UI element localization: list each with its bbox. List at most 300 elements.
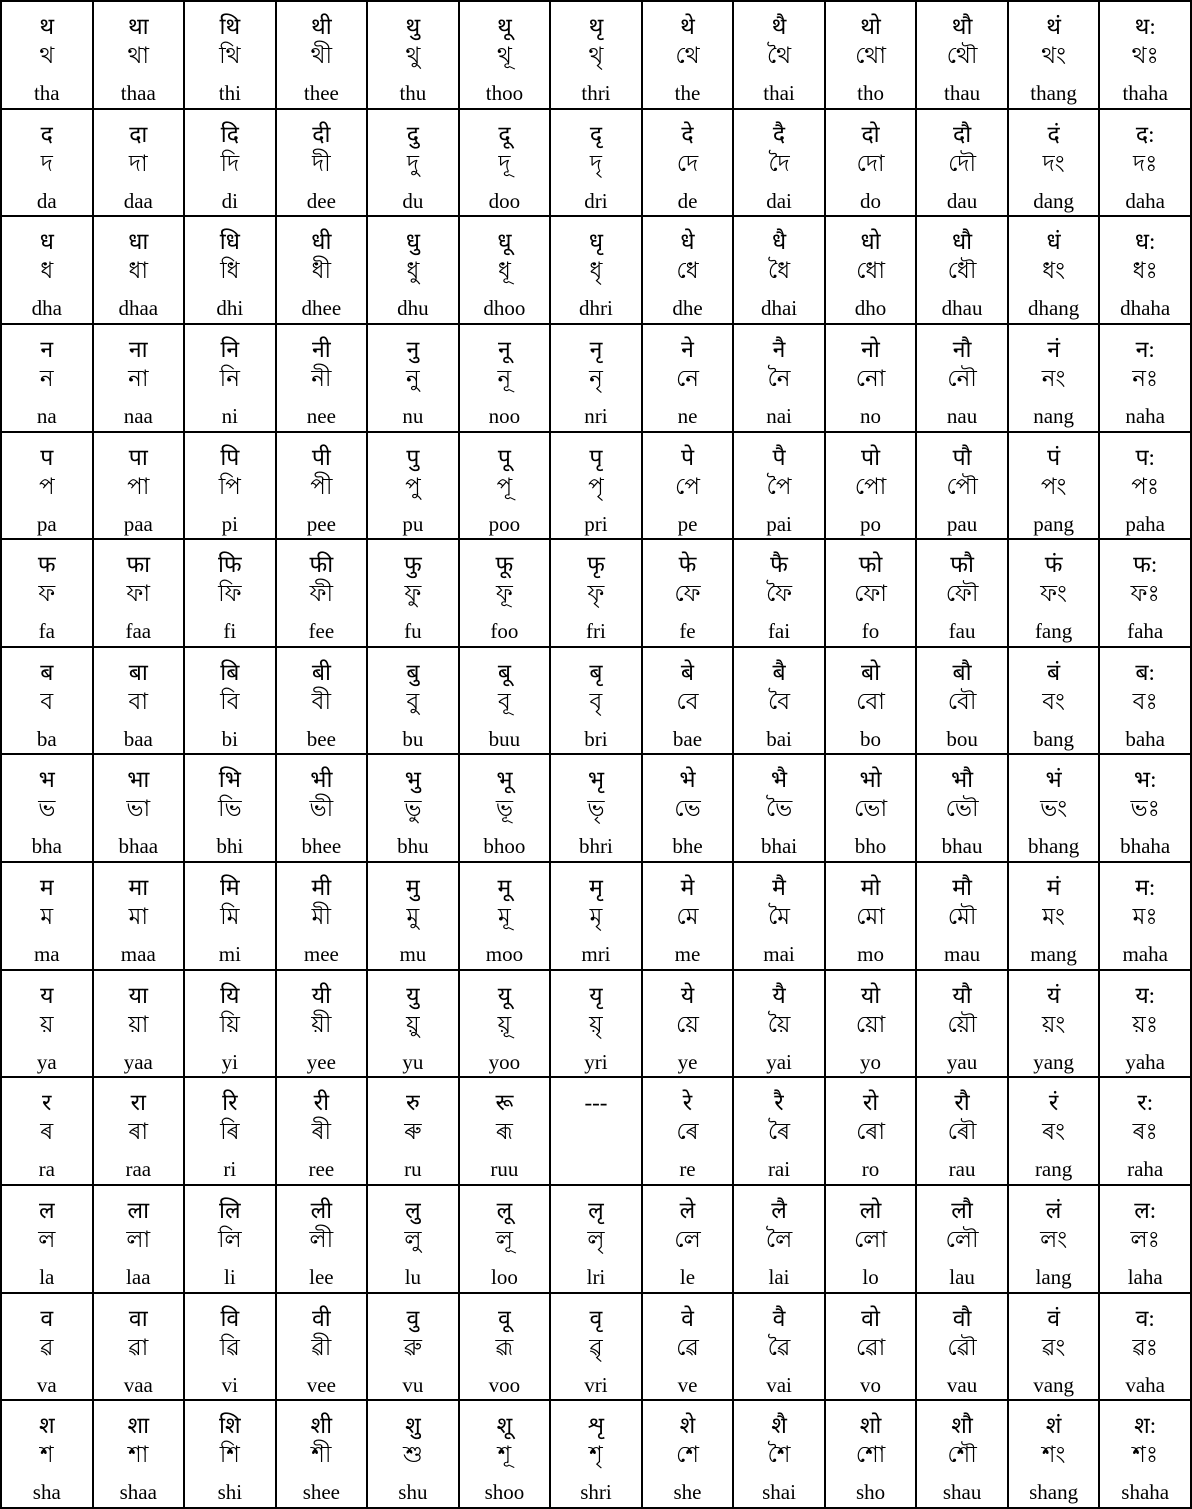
devanagari-text: री [313,1090,330,1116]
table-cell [733,1,825,109]
devanagari-text: थो [860,14,881,39]
roman-text: ro [861,1157,880,1182]
devanagari-text: म [39,875,54,901]
table-cell [276,647,368,755]
roman-text: dhaha [1120,296,1171,321]
table-row [1,1,1191,109]
devanagari-text: वि [220,1305,240,1331]
table-cell [550,324,642,432]
table-cell [276,862,368,970]
assamese-text: পি [218,473,241,499]
roman-text: pee [306,511,336,536]
assamese-text: মী [311,904,332,930]
assamese-text: পং [1040,473,1067,499]
assamese-text: বৃ [589,688,603,714]
assamese-text: দৌ [948,150,977,176]
table-cell [642,647,734,755]
devanagari-text: लृ [588,1198,604,1224]
roman-text: yai [766,1049,792,1074]
assamese-text: ধূ [497,258,511,284]
table-cell [459,216,551,324]
table-row [1,1077,1191,1185]
table-cell [916,1400,1008,1508]
assamese-text: পূ [496,473,513,499]
devanagari-text: धं [1046,229,1061,255]
devanagari-text: नौ [952,336,972,362]
table-row [1,970,1191,1078]
devanagari-text: नो [861,336,880,362]
assamese-text: ৰং [1042,1119,1066,1145]
devanagari-text: नै [772,336,786,362]
devanagari-text: थी [311,14,332,39]
table-cell [1099,862,1191,970]
assamese-text: ধা [128,258,149,284]
devanagari-text: ने [681,336,694,362]
roman-text: pu [402,511,424,536]
devanagari-text: वी [311,1305,331,1331]
table-cell [459,647,551,755]
table-cell [1,432,93,540]
devanagari-text: वू [498,1305,511,1331]
table-cell [1,1185,93,1293]
devanagari-text: लै [771,1198,787,1224]
devanagari-text: यु [406,982,420,1008]
assamese-text: দি [220,150,240,176]
assamese-text: লং [1040,1227,1068,1253]
table-cell [367,1077,459,1185]
roman-text: baha [1125,726,1166,751]
assamese-text: শি [219,1442,240,1468]
table-cell [1,754,93,862]
devanagari-text: वौ [952,1305,972,1331]
roman-text: bha [31,834,62,859]
roman-text: va [36,1372,57,1397]
assamese-text: দা [128,150,148,176]
table-cell [550,539,642,647]
devanagari-text: न: [1135,336,1155,362]
assamese-text: দঃ [1133,150,1158,176]
table-row [1,432,1191,540]
assamese-text: নে [675,365,700,391]
table-cell [367,109,459,217]
roman-text: paha [1125,511,1166,536]
assamese-text: দু [406,150,419,176]
roman-text: paa [123,511,153,536]
assamese-text: শে [676,1442,699,1468]
table-cell [276,539,368,647]
roman-text: thaa [120,81,156,105]
table-cell [642,1077,734,1185]
table-cell [1008,970,1100,1078]
devanagari-text: दृ [589,121,603,147]
assamese-text: লে [674,1227,701,1253]
assamese-text: মো [856,904,885,930]
assamese-text: পো [854,473,887,499]
assamese-text: দূ [498,150,511,176]
roman-text: doo [488,188,521,213]
devanagari-text: फं [1044,552,1063,578]
table-cell [916,1293,1008,1401]
roman-text: lang [1035,1265,1072,1290]
roman-text: sho [855,1480,886,1505]
roman-text: bae [672,726,703,751]
table-cell [276,1185,368,1293]
table-cell [93,1185,185,1293]
roman-text: pang [1033,511,1075,536]
assamese-text: দৈ [768,150,790,176]
roman-text: dhaa [118,296,159,321]
assamese-text: থং [1041,43,1066,68]
assamese-text: য়া [128,1011,149,1037]
roman-text: laa [126,1265,151,1290]
roman-text: yo [860,1049,882,1074]
table-cell [459,109,551,217]
table-cell [642,1,734,109]
assamese-text: থি [219,43,241,68]
assamese-text: ভৌ [945,796,979,822]
table-cell [733,539,825,647]
table-cell [550,1,642,109]
roman-text: yoo [488,1049,521,1074]
table-cell [916,862,1008,970]
assamese-text: বঃ [1132,688,1158,714]
devanagari-text: धा [128,229,149,255]
roman-text: di [221,188,238,213]
table-cell [1008,216,1100,324]
roman-text: thang [1030,81,1077,105]
devanagari-text: मृ [589,875,603,901]
roman-text: bu [402,726,424,751]
devanagari-text: दू [498,121,511,147]
devanagari-text: नृ [589,336,603,362]
table-cell [550,1293,642,1401]
assamese-text: ভং [1040,796,1068,822]
devanagari-text: फा [126,552,151,578]
table-cell [825,324,917,432]
assamese-text: নূ [497,365,512,391]
table-cell [642,970,734,1078]
table-cell [184,862,276,970]
assamese-text: ভা [126,796,151,822]
assamese-text: থু [405,43,421,68]
roman-text: loo [491,1265,518,1290]
devanagari-text: दि [220,121,239,147]
assamese-text: বৌ [947,688,977,714]
table-cell [733,324,825,432]
table-row [1,647,1191,755]
table-cell [1099,432,1191,540]
table-cell [642,539,734,647]
devanagari-text: थृ [588,14,604,39]
assamese-text: ৰু [404,1119,422,1145]
devanagari-text: मी [311,875,332,901]
roman-text: nai [766,403,792,428]
table-cell [1099,1185,1191,1293]
devanagari-text: रौ [954,1090,970,1116]
roman-text: dhoo [483,296,526,321]
assamese-text: ফূ [496,581,513,607]
table-cell [733,970,825,1078]
assamese-text: শু [402,1442,423,1468]
devanagari-text: मै [772,875,786,901]
devanagari-text: य [40,982,54,1008]
table-cell [550,109,642,217]
devanagari-text: भै [770,767,788,793]
devanagari-text: बै [772,659,786,685]
table-cell [367,754,459,862]
assamese-text: ৱৌ [947,1334,977,1360]
roman-text: mau [944,942,981,967]
assamese-text: য়ৈ [767,1011,791,1037]
table-cell [1008,647,1100,755]
roman-text: thu [399,81,427,105]
assamese-text: ৰো [856,1119,886,1145]
assamese-text: মং [1042,904,1065,930]
assamese-text: নৃ [589,365,603,391]
roman-text: bhang [1027,834,1080,859]
roman-text: rang [1034,1157,1073,1182]
roman-text: ree [308,1157,335,1182]
roman-text: le [679,1265,696,1290]
assamese-text: য়ৌ [947,1011,977,1037]
devanagari-text: व [40,1305,54,1331]
table-cell [1008,109,1100,217]
table-cell [93,539,185,647]
table-cell [93,1,185,109]
devanagari-text: धि [219,229,240,255]
assamese-text: বি [220,688,240,714]
assamese-text: ধৃ [589,258,603,284]
devanagari-text: मि [219,875,240,901]
table-cell [93,1400,185,1508]
devanagari-text: श: [1134,1413,1157,1439]
table-cell [1,1077,93,1185]
table-cell [550,1077,642,1185]
assamese-text: বা [128,688,149,714]
devanagari-text: लि [219,1198,241,1224]
table-cell [93,647,185,755]
devanagari-text: धै [771,229,787,255]
table-cell [733,647,825,755]
devanagari-text: पि [220,444,240,470]
roman-text: raa [125,1157,152,1182]
roman-text: bhe [672,834,703,859]
devanagari-text: व: [1135,1305,1155,1331]
roman-text: pi [221,511,238,536]
assamese-text: ৱৈ [767,1334,791,1360]
table-cell [184,647,276,755]
roman-text: nee [306,403,336,428]
table-cell [93,324,185,432]
assamese-text: বী [311,688,332,714]
roman-text: bhoo [483,834,526,859]
assamese-text: ভৈ [765,796,793,822]
assamese-text: ৱি [219,1334,240,1360]
table-cell [825,754,917,862]
roman-text: no [860,403,882,428]
table-cell [1099,754,1191,862]
devanagari-text: भ [38,767,55,793]
assamese-text: ফু [404,581,422,607]
roman-text: thai [763,81,795,105]
devanagari-text: मे [680,875,695,901]
table-cell [1008,539,1100,647]
roman-text: dau [946,188,978,213]
devanagari-text: प [40,444,54,470]
table-cell [1099,1293,1191,1401]
table-cell [184,970,276,1078]
roman-text: yaha [1125,1049,1166,1074]
devanagari-text: शै [771,1413,787,1439]
assamese-text: থৃ [588,43,604,68]
assamese-text: ভূ [495,796,513,822]
devanagari-text: वो [861,1305,880,1331]
table-cell [1008,1077,1100,1185]
assamese-text: ধো [856,258,885,284]
devanagari-text: यि [220,982,240,1008]
assamese-text: ভু [404,796,422,822]
assamese-text: মূ [498,904,511,930]
devanagari-text: बू [497,659,511,685]
table-cell [916,1,1008,109]
devanagari-text: शं [1045,1413,1062,1439]
table-row [1,1185,1191,1293]
devanagari-text: ल [38,1198,55,1224]
assamese-text: মা [128,904,149,930]
roman-text: raha [1127,1157,1164,1182]
assamese-text: ৰী [311,1119,332,1145]
devanagari-text: धू [497,229,512,255]
devanagari-text: बं [1047,659,1061,685]
roman-text: bai [766,726,792,751]
assamese-text: লঃ [1130,1227,1160,1253]
table-cell [184,216,276,324]
assamese-text: লৈ [765,1227,793,1253]
devanagari-text: शृ [587,1413,604,1439]
assamese-text: শঃ [1132,1442,1159,1468]
assamese-text: পে [675,473,700,499]
roman-text: ru [404,1157,422,1182]
devanagari-text: दं [1047,121,1060,147]
roman-text: lai [768,1265,790,1290]
roman-text: ra [38,1157,55,1182]
roman-text: vau [946,1372,978,1397]
roman-text: daa [123,188,153,213]
assamese-text: দী [312,150,331,176]
table-cell [1,324,93,432]
table-cell [733,1293,825,1401]
roman-text: lo [862,1265,879,1290]
roman-text: bhi [216,834,244,859]
assamese-text: শৈ [767,1442,791,1468]
table-cell [916,970,1008,1078]
assamese-text: নী [311,365,332,391]
devanagari-text: ध [39,229,54,255]
table-cell [916,432,1008,540]
roman-text: me [674,942,701,967]
table-cell [276,324,368,432]
table-cell [825,862,917,970]
devanagari-text: शे [679,1413,696,1439]
roman-text: maha [1122,942,1168,967]
table-cell [93,109,185,217]
assamese-text: ল [38,1227,56,1253]
table-cell [276,754,368,862]
assamese-text: ৱে [676,1334,699,1360]
devanagari-text: बु [406,659,420,685]
table-cell [825,539,917,647]
devanagari-text: रै [774,1090,784,1116]
assamese-text: ধে [676,258,699,284]
table-cell [184,1,276,109]
assamese-text: দো [856,150,885,176]
table-cell [276,216,368,324]
assamese-text: য়ী [311,1011,332,1037]
roman-text: bhaa [118,834,159,859]
roman-text: bhri [579,834,613,859]
assamese-text: য়ি [219,1011,240,1037]
devanagari-text: शु [405,1413,421,1439]
table-cell [459,862,551,970]
assamese-text: ধি [220,258,240,284]
devanagari-text: रू [495,1090,514,1116]
devanagari-text: ब: [1135,659,1155,685]
roman-text: po [860,511,882,536]
devanagari-text: फि [217,552,242,578]
roman-text: nau [946,403,978,428]
devanagari-text: थु [405,14,421,39]
roman-text: mee [303,942,339,967]
devanagari-text: थ: [1134,14,1156,39]
devanagari-text: ला [127,1198,150,1224]
assamese-text: বৈ [767,688,791,714]
devanagari-text: रं [1048,1090,1059,1116]
table-cell [642,324,734,432]
assamese-text: ফা [126,581,151,607]
roman-text: baa [123,726,153,751]
table-cell [459,1293,551,1401]
table-cell [1008,432,1100,540]
assamese-text: ৱ [40,1334,54,1360]
table-row [1,324,1191,432]
assamese-text: লা [126,1227,151,1253]
devanagari-text: बृ [589,659,603,685]
table-cell [1008,1,1100,109]
roman-text: vai [766,1372,792,1397]
devanagari-text: दौ [952,121,972,147]
devanagari-text: द [40,121,53,147]
assamese-text: ফো [854,581,887,607]
table-cell [367,432,459,540]
table-cell [1099,109,1191,217]
table-cell [367,862,459,970]
roman-text: ri [223,1157,237,1182]
roman-text: dhau [941,296,983,321]
devanagari-text: ब [40,659,54,685]
assamese-text: দে [676,150,699,176]
table-cell [916,539,1008,647]
devanagari-text: फी [309,552,334,578]
assamese-text: থঃ [1131,43,1159,68]
devanagari-text: फो [858,552,883,578]
table-cell [276,1,368,109]
assamese-text: ধু [406,258,420,284]
table-cell [642,216,734,324]
table-cell [825,1185,917,1293]
table-cell [916,216,1008,324]
table-cell [93,216,185,324]
devanagari-text: थौ [951,14,973,39]
